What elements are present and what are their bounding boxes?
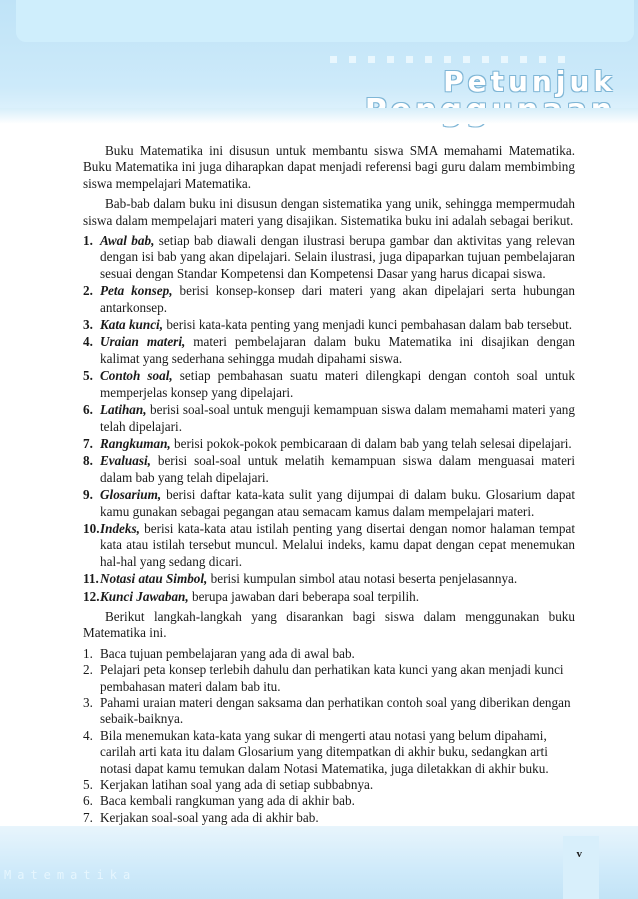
- footer-watermark: Matematika: [4, 868, 137, 882]
- component-item: [83, 436, 575, 452]
- step-number: 4.: [83, 727, 93, 743]
- components-list: [83, 233, 575, 605]
- component-number: 11.: [83, 571, 99, 587]
- header-strip: [0, 108, 638, 124]
- steps-intro: Berikut langkah-langkah yang disarankan bagi siswa dalam menggunakan buku Matematika ini.: [83, 608, 575, 641]
- component-description: berisi kata-kata penting yang menjadi kunci pembahasan dalam bab tersebut.: [163, 317, 573, 333]
- component-item: [83, 233, 575, 282]
- component-number: 2.: [83, 283, 93, 299]
- component-number: 10.: [83, 520, 100, 536]
- intro-paragraph-2: Bab-bab dalam buku ini disusun dengan sistematika yang unik, sehingga mempermudah siswa dalam mempelajari materi yang disajikan. Sistematika buku ini adalah sebagai berikut.: [83, 196, 575, 228]
- component-number: 8.: [83, 453, 93, 469]
- component-description: setiap bab diawali dengan ilustrasi berupa gambar dan aktivitas yang relevan dengan isi bab yang akan dipelajari. Selain ilustrasi, juga dipaparkan tujuan pembelajaran sesuai dengan Standar Kompetensi dan Kompetensi Dasar yang harus dicapai siswa.: [100, 233, 575, 281]
- step-number: 1.: [83, 645, 93, 661]
- page-number: v: [576, 848, 582, 860]
- component-term: Kunci Jawaban,: [100, 588, 189, 604]
- step-number: 7.: [83, 809, 93, 825]
- step-item: [83, 777, 575, 793]
- component-item: [83, 317, 575, 333]
- component-number: 6.: [83, 402, 93, 418]
- steps-list: [83, 646, 575, 826]
- step-number: 2.: [83, 662, 93, 678]
- component-term: Latihan,: [100, 402, 147, 418]
- component-number: 3.: [83, 317, 93, 333]
- step-item: [83, 793, 575, 809]
- component-term: Awal bab,: [100, 233, 155, 249]
- decorative-dots: [330, 56, 565, 63]
- component-term: Peta konsep,: [100, 283, 173, 299]
- component-item: [83, 283, 575, 316]
- step-item: [83, 810, 575, 826]
- footer-tab: [563, 836, 599, 899]
- page-title-line1: Petunjuk: [443, 65, 616, 98]
- step-text: Pelajari peta konsep terlebih dahulu dan perhatikan kata kunci yang akan menjadi kunci pembahasan materi dalam bab itu.: [100, 662, 564, 694]
- component-item: [83, 368, 575, 401]
- component-description: berupa jawaban dari beberapa soal terpilih.: [188, 588, 419, 604]
- component-term: Glosarium,: [100, 487, 162, 503]
- component-item: [83, 571, 575, 587]
- page-header: [0, 0, 638, 124]
- step-item: [83, 695, 575, 728]
- step-text: Pahami uraian materi dengan saksama dan perhatikan contoh soal yang diberikan dengan sebaik-baiknya.: [100, 695, 571, 727]
- step-text: Baca tujuan pembelajaran yang ada di awal bab.: [100, 645, 355, 661]
- step-item: [83, 662, 575, 695]
- component-term: Notasi atau Simbol,: [100, 571, 208, 587]
- component-description: setiap pembahasan suatu materi dilengkapi dengan contoh soal untuk memperjelas konsep yang dipelajari.: [100, 368, 575, 400]
- step-number: 6.: [83, 793, 93, 809]
- component-description: berisi pokok-pokok pembicaraan di dalam bab yang telah selesai dipelajari.: [170, 435, 572, 451]
- step-text: Kerjakan soal-soal yang ada di akhir bab.: [100, 809, 319, 825]
- component-term: Evaluasi,: [100, 453, 151, 469]
- header-panel: [16, 0, 634, 42]
- component-item: [83, 334, 575, 367]
- component-item: [83, 453, 575, 486]
- component-item: [83, 487, 575, 520]
- component-item: [83, 521, 575, 570]
- component-description: berisi konsep-konsep dari materi yang akan dipelajari serta hubungan antarkonsep.: [100, 283, 575, 315]
- component-description: berisi kumpulan simbol atau notasi beserta penjelasannya.: [207, 571, 518, 587]
- component-number: 12.: [83, 588, 100, 604]
- component-description: berisi kata-kata atau istilah penting yang disertai dengan nomor halaman tempat kata atau istilah tersebut muncul. Melalui indeks, kamu dapat dengan cepat menemukan hal-hal yang sedang dicari.: [100, 520, 575, 569]
- component-term: Rangkuman,: [100, 435, 171, 451]
- step-item: [83, 728, 575, 777]
- step-text: Kerjakan latihan soal yang ada di setiap subbabnya.: [100, 777, 374, 793]
- main-content: [83, 143, 575, 826]
- component-number: 7.: [83, 435, 93, 451]
- page-footer: [0, 826, 638, 899]
- component-number: 1.: [83, 233, 93, 249]
- component-description: materi pembelajaran dalam buku Matematika ini disajikan dengan kalimat yang sederhana sehingga mudah dipahami siswa.: [100, 334, 575, 366]
- component-item: [83, 402, 575, 435]
- component-number: 9.: [83, 487, 93, 503]
- component-item: [83, 589, 575, 605]
- component-term: Indeks,: [100, 520, 140, 536]
- component-description: berisi soal-soal untuk melatih kemampuan siswa dalam menguasai materi dalam bab yang telah dipelajari.: [100, 453, 575, 485]
- step-text: Bila menemukan kata-kata yang sukar di mengerti atau notasi yang belum dipahami, carilah arti kata itu dalam Glosarium yang ditempatkan di akhir buku, sedangkan arti notasi dapat kamu temukan dalam Notasi Matematika, juga diletakkan di akhir buku.: [100, 727, 549, 776]
- component-number: 4.: [83, 334, 93, 350]
- component-number: 5.: [83, 368, 93, 384]
- step-number: 5.: [83, 777, 93, 793]
- step-number: 3.: [83, 695, 93, 710]
- component-description: berisi daftar kata-kata sulit yang dijumpai di dalam buku. Glosarium dapat kamu gunakan sebagai pegangan atau semacam kamus dalam mempelajari materi.: [100, 487, 575, 519]
- component-description: berisi soal-soal untuk menguji kemampuan siswa dalam memahami materi yang telah dipelajari.: [100, 402, 575, 434]
- intro-paragraph-1: Buku Matematika ini disusun untuk membantu siswa SMA memahami Matematika. Buku Matematika ini juga diharapkan dapat menjadi referensi bagi guru dalam membimbing siswa mempelajari Matematika.: [83, 143, 575, 191]
- component-term: Contoh soal,: [100, 368, 173, 384]
- component-term: Uraian materi,: [100, 334, 186, 350]
- step-text: Baca kembali rangkuman yang ada di akhir bab.: [100, 793, 355, 809]
- component-term: Kata kunci,: [100, 317, 164, 333]
- step-item: [83, 646, 575, 662]
